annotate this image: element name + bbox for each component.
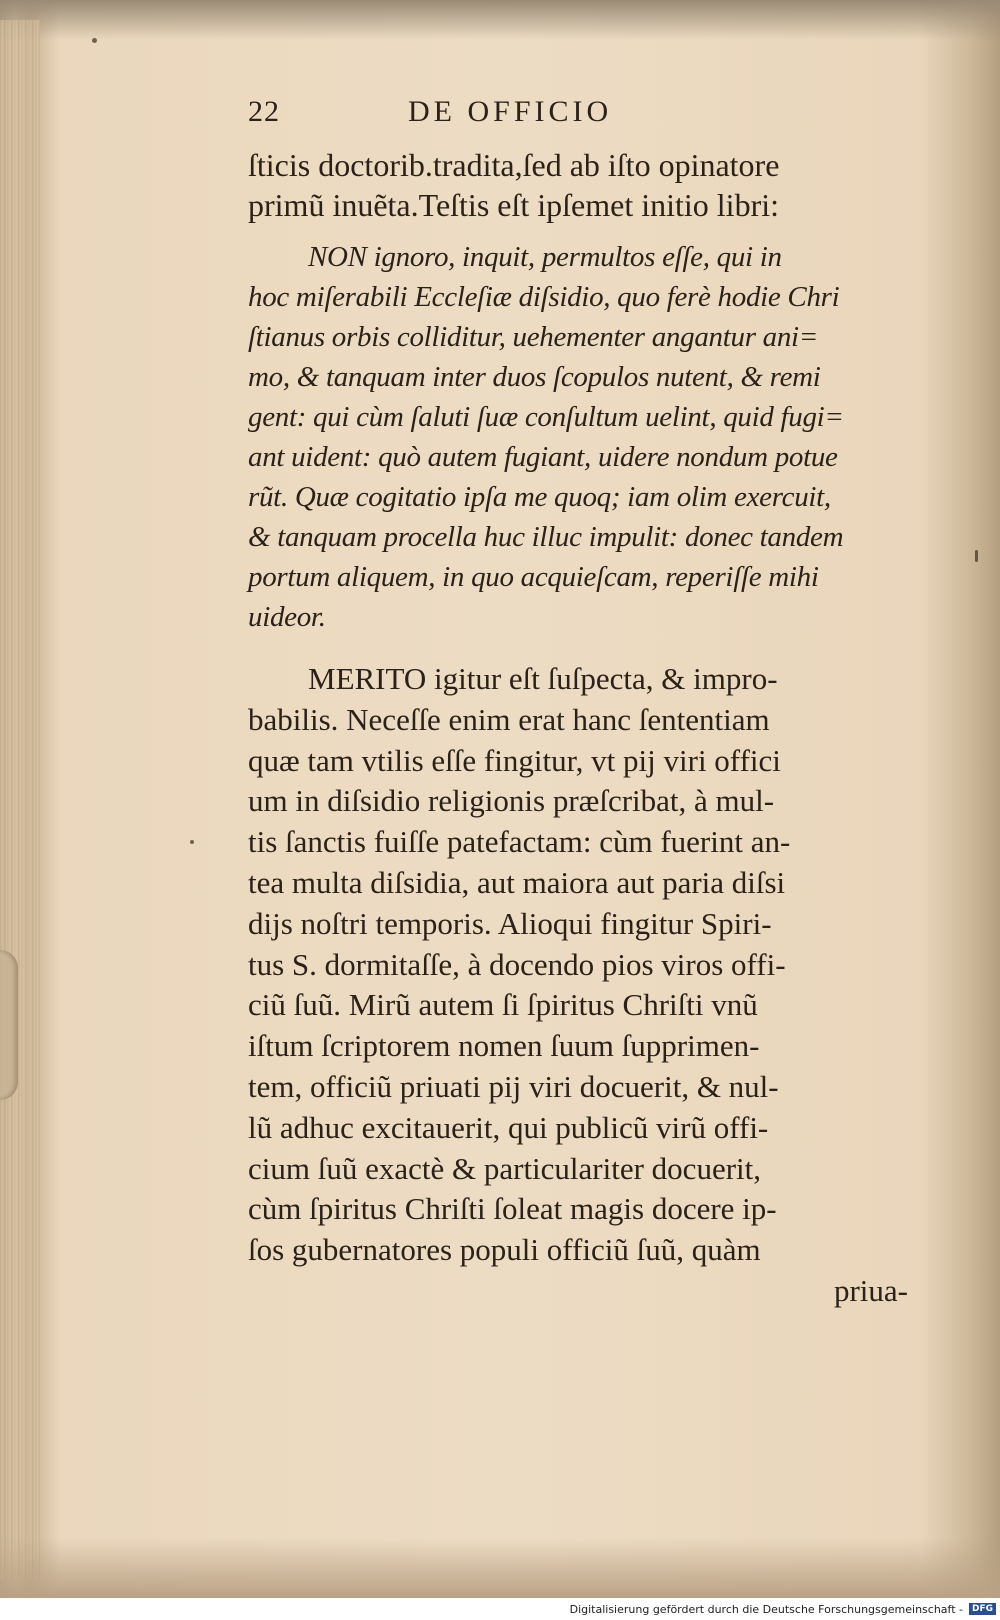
body-line: cùm ſpiritus Chriſti ſoleat magis docere ip- [248,1191,777,1227]
quotation-line: portum aliquem, in quo acquieſcam, reperiſſe mihi [248,561,819,593]
body-line: cium ſuũ exactè & particulariter docuerit, [248,1150,761,1186]
text-line: ſticis doctorib.tradita,ſed ab iſto opinatore [248,147,780,183]
top-shadow [0,0,1000,40]
quotation-line: & tanquam procella huc illuc impulit: donec tandem [248,521,844,553]
dfg-logo-icon: DFG [969,1603,996,1615]
running-head [248,95,908,145]
running-head-title: DE OFFICIO [408,95,613,128]
body-line: dijs noſtri temporis. Alioqui fingitur Spiri- [248,905,772,941]
quotation-block [248,237,908,637]
body-line: lũ adhuc excitauerit, qui publicũ virũ offi- [248,1109,769,1145]
catchword: priua- [833,1272,908,1308]
body-line: tus S. dormitaſſe, à docendo pios viros offi- [248,946,786,982]
body-line: babilis. Neceſſe enim erat hanc ſententiam [248,701,770,737]
text-line: primũ inuẽta.Teſtis eſt ipſemet initio libri: [248,187,779,223]
quotation-line: ant uident: quò autem fugiant, uidere nondum potue [248,441,838,473]
body-line: MERITO igitur eſt ſuſpecta, & impro- [308,661,778,696]
body-line: ciũ ſuũ. Mirũ autem ſi ſpiritus Chriſti vnũ [248,987,758,1023]
opening-lines [248,145,908,225]
body-line: um in diſsidio religionis præſcribat, à mul- [248,783,775,819]
body-line: tem, officiũ priuati pij viri docuerit, & nul- [248,1068,779,1104]
body-paragraph [248,659,908,1312]
ink-speck [975,550,978,562]
page-text [248,95,908,1312]
ink-speck [190,840,194,844]
body-line: tea multa diſsidia, aut maiora aut paria diſsi [248,864,786,900]
body-line: ſos gubernatores populi officiũ ſuũ, quàm [248,1232,761,1268]
binding-clasp [0,950,18,1100]
body-line: iſtum ſcriptorem nomen ſuum ſupprimen- [248,1028,760,1064]
footer-credit: Digitalisierung gefördert durch die Deutsche Forschungsgemeinschaft - [569,1602,963,1616]
page-edges [0,20,40,1580]
body-line: quæ tam vtilis eſſe fingitur, vt pij viri offici [248,742,781,778]
quotation-line: ſtianus orbis colliditur, uehementer angantur ani= [248,321,819,353]
quotation-line: hoc miſerabili Eccleſiæ diſsidio, quo ferè hodie Chri [248,281,840,313]
ink-speck [92,38,97,43]
quotation-line: rũt. Quæ cogitatio ipſa me quoq; iam olim exercuit, [248,481,831,513]
quotation-line: uideor. [248,601,326,633]
body-line: tis ſanctis fuiſſe patefactam: cùm fuerint an- [248,824,791,860]
footer-bar [0,1598,1000,1620]
page-number: 22 [248,95,280,128]
quotation-line: mo, & tanquam inter duos ſcopulos nutent, & remi [248,361,821,393]
quotation-line: NON ignoro, inquit, permultos eſſe, qui in [308,241,782,273]
quotation-line: gent: qui cùm ſaluti ſuæ conſultum uelint, quid fugi= [248,401,844,433]
bottom-shadow [0,1538,1000,1598]
